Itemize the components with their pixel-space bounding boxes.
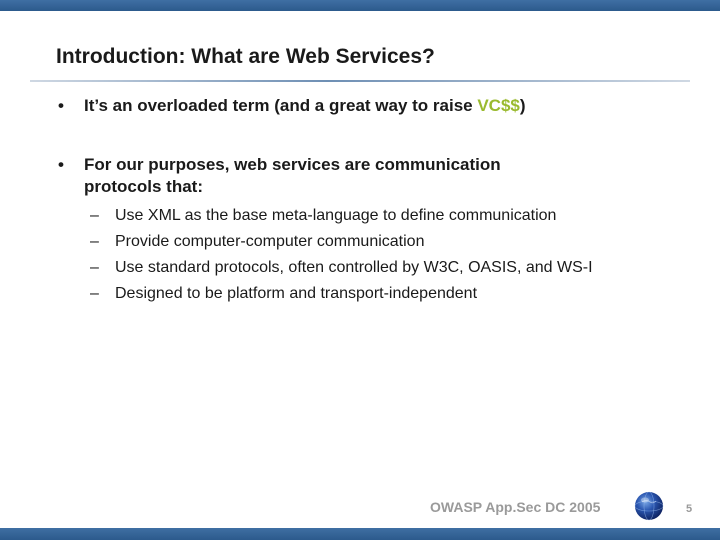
footer-event-text: OWASP App.Sec DC 2005	[430, 499, 601, 515]
sub-bullet-text: Provide computer-computer communication	[115, 233, 425, 250]
dash-marker: –	[90, 207, 99, 224]
sub-bullet-text: Use standard protocols, often controlled by W3C, OASIS, and WS-I	[115, 259, 593, 276]
bullet-1-highlight: VC$$	[477, 96, 520, 115]
bullet-1-text	[84, 95, 526, 117]
page-number: 5	[686, 503, 693, 515]
globe-icon	[634, 491, 664, 521]
bullet-2	[58, 154, 678, 200]
sub-bullet-text: Use XML as the base meta-language to define communication	[115, 207, 557, 224]
sub-bullet-text: Designed to be platform and transport-independent	[115, 285, 478, 302]
bullet-2-line-2: protocols that:	[84, 177, 203, 196]
bullet-1	[58, 95, 678, 119]
dash-marker: –	[90, 285, 99, 302]
top-bar	[0, 0, 720, 11]
bullet-1-text-before: It’s an overloaded term (and a great way to raise	[84, 96, 478, 115]
bullet-2-line-1: For our purposes, web services are communication	[84, 155, 501, 174]
title-divider	[30, 80, 690, 82]
bullet-marker: •	[58, 96, 64, 115]
bottom-bar	[0, 528, 720, 540]
dash-marker: –	[90, 233, 99, 250]
dash-marker: –	[90, 259, 99, 276]
slide-title: Introduction: What are Web Services?	[56, 45, 435, 68]
bullet-1-text-after: )	[519, 96, 526, 115]
bullet-marker: •	[58, 155, 64, 174]
